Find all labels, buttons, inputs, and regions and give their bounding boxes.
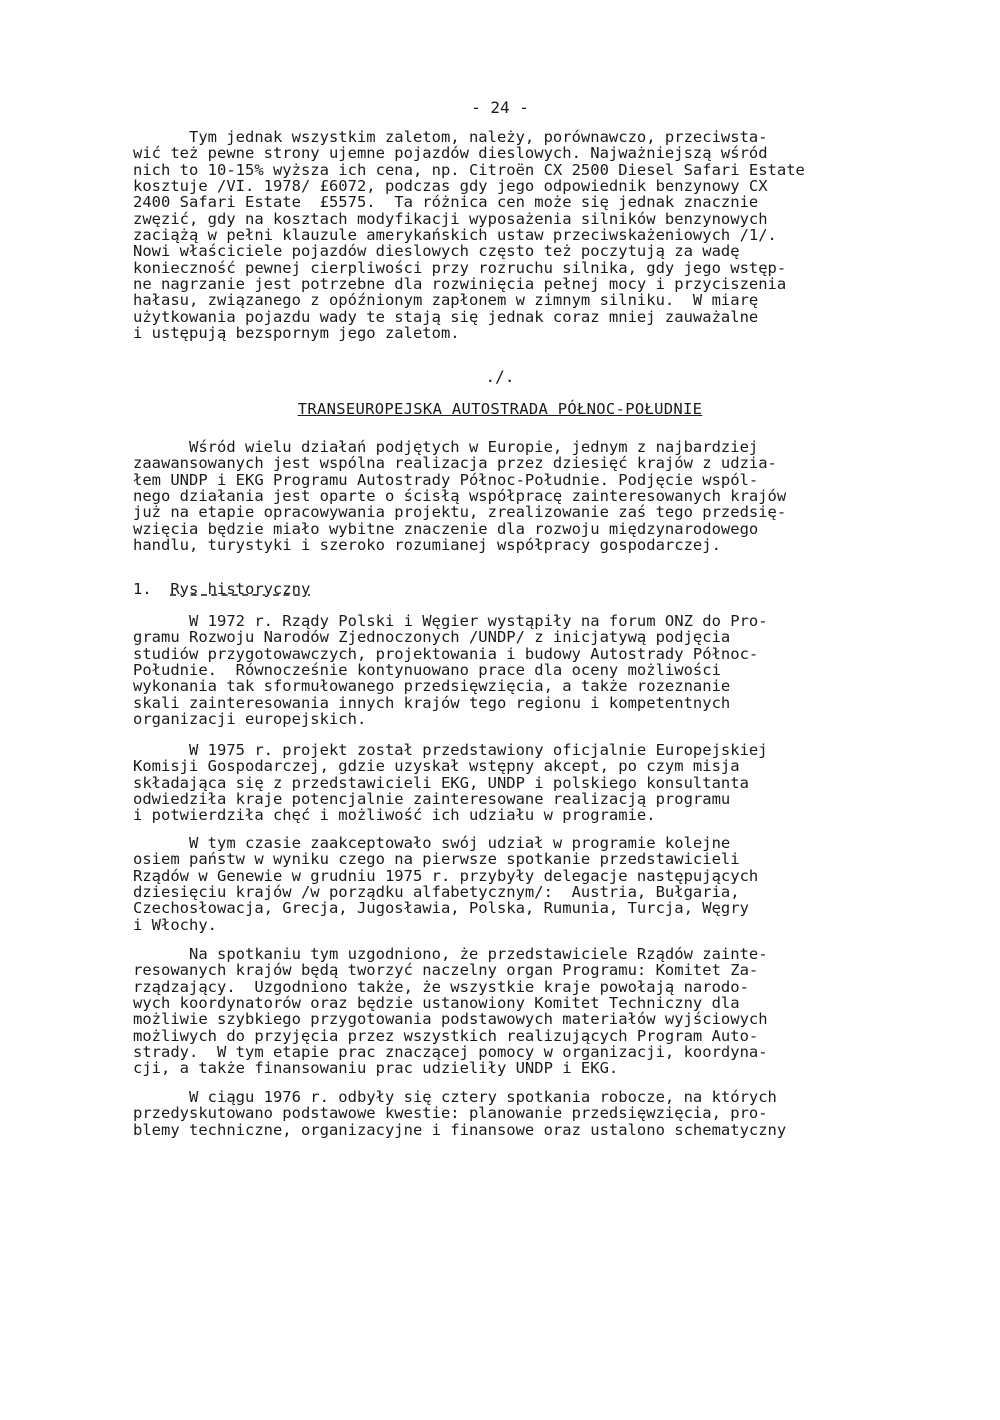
subsection-title: Rys historyczny <box>170 580 311 598</box>
text-line: Nowi właściciele pojazdów dieslowych często też poczytują za wadę <box>133 242 740 261</box>
intro-paragraph <box>133 129 893 341</box>
text-line: organizacji europejskich. <box>133 710 367 729</box>
text-line: resowanych krajów będą tworzyć naczelny organ Programu: Komitet Za- <box>133 961 759 980</box>
subsection-heading <box>133 580 310 598</box>
text-line: i Włochy. <box>133 915 217 934</box>
text-line: strady. W tym etapie prac znaczącej pomocy w organizacji, koordyna- <box>133 1043 768 1062</box>
text-line: konieczność pewnej cierpliwości przy rozruchu silnika, gdy jego wstęp- <box>133 258 787 277</box>
paragraph-1976 <box>133 1089 893 1138</box>
text-line: wić też pewne strony ujemne pojazdów dieslowych. Najważniejszą wśród <box>133 144 768 163</box>
text-line: użytkowania pojazdu wady te stają się jednak coraz mniej zauważalne <box>133 307 759 326</box>
text-line: Tym jednak wszystkim zaletom, należy, porównawczo, przeciwsta- <box>133 128 768 146</box>
text-line: składająca się z przedstawicieli EKG, UNDP i polskiego konsultanta <box>133 773 749 792</box>
text-line: nich to 10-15% wyższa ich cena, np. Citroën CX 2500 Diesel Safari Estate <box>133 160 805 179</box>
text-line: zaawansowanych jest wspólna realizacja przez dziesięć krajów z udzia- <box>133 454 777 473</box>
text-line: W ciągu 1976 r. odbyły się cztery spotkania robocze, na których <box>133 1088 777 1106</box>
text-line: skali zainteresowania innych krajów tego regionu i kompetentnych <box>133 693 731 712</box>
text-line: cji, a także finansowaniu prac udzieliły UNDP i EKG. <box>133 1059 619 1078</box>
text-line: Południe. Równocześnie kontynuowano prace dla oceny możliwości <box>133 661 721 680</box>
text-line: odwiedziła kraje potencjalnie zainteresowane realizacją programu <box>133 790 731 809</box>
section-intro-paragraph <box>133 439 893 553</box>
text-line: dziesięciu krajów /w porządku alfabetycznym/: Austria, Bułgaria, <box>133 883 740 902</box>
text-line: i potwierdziła chęć i możliwość ich udziału w programie. <box>133 806 656 825</box>
paragraph-1975 <box>133 742 893 824</box>
text-line: osiem państw w wyniku czego na pierwsze spotkanie przedstawicieli <box>133 850 740 869</box>
text-line: już na etapie opracowywania projektu, zrealizowanie zaś tego przedsię- <box>133 503 787 522</box>
text-line: 2400 Safari Estate £5575. Ta różnica cen może się jednak znacznie <box>133 193 759 212</box>
text-line: W 1972 r. Rządy Polski i Węgier wystąpiły na forum ONZ do Pro- <box>133 612 768 630</box>
text-line: i ustępują bezspornym jego zaletom. <box>133 324 460 343</box>
text-line: Wśród wielu działań podjętych w Europie, jednym z najbardziej <box>133 438 759 456</box>
text-line: studiów przygotowawczych, projektowania i budowy Autostrady Północ- <box>133 644 759 663</box>
page-number: - 24 - <box>471 98 529 117</box>
subsection-number: 1. <box>133 580 152 598</box>
text-line: Rządów w Genewie w grudniu 1975 r. przybyły delegacje następujących <box>133 866 759 885</box>
text-line: wzięcia będzie miało wybitne znaczenie dla rozwoju międzynarodowego <box>133 519 759 538</box>
text-line: kosztuje /VI. 1978/ £6072, podczas gdy jego odpowiednik benzynowy CX <box>133 177 768 196</box>
text-line: blemy techniczne, organizacyjne i finansowe oraz ustalono schematyczny <box>133 1120 787 1139</box>
text-line: zaciążą w pełni klauzule amerykańskich ustaw przeciwskażeniowych /1/. <box>133 226 777 245</box>
text-line: nego działania jest oparte o ścisłą współpracę zainteresowanych krajów <box>133 487 787 506</box>
text-line: Czechosłowacja, Grecja, Jugosławia, Polska, Rumunia, Turcja, Węgry <box>133 899 749 918</box>
text-line: W 1975 r. projekt został przedstawiony oficjalnie Europejskiej <box>133 741 768 759</box>
paragraph-countries <box>133 835 893 933</box>
text-line: możliwych do przyjęcia przez wszystkich realizujących Program Auto- <box>133 1026 759 1045</box>
text-line: gramu Rozwoju Narodów Zjednoczonych /UNDP/ z inicjatywą podjęcia <box>133 628 731 647</box>
text-line: handlu, turystyki i szeroko rozumianej współpracy gospodarczej. <box>133 536 721 555</box>
text-line: możliwie szybkiego przygotowania podstawowych materiałów wyjściowych <box>133 1010 768 1029</box>
text-line: Na spotkaniu tym uzgodniono, że przedstawiciele Rządów zainte- <box>133 945 768 963</box>
text-line: Komisji Gospodarczej, gdzie uzyskał wstępny akcept, po czym misja <box>133 757 740 776</box>
text-line: rządzający. Uzgodniono także, że wszystkie kraje powołają narodo- <box>133 977 749 996</box>
text-line: zwęzić, gdy na kosztach modyfikacji wyposażenia silników benzynowych <box>133 209 768 228</box>
text-line: wykonania tak sformułowanego przedsięwzięcia, a także rozeznanie <box>133 677 731 696</box>
text-line: przedyskutowano podstawowe kwestie: planowanie przedsięwzięcia, pro- <box>133 1104 768 1123</box>
paragraph-meeting <box>133 946 893 1077</box>
text-line: W tym czasie zaakceptowało swój udział w programie kolejne <box>133 834 731 852</box>
paragraph-1972 <box>133 613 893 727</box>
section-title: TRANSEUROPEJSKA AUTOSTRADA PÓŁNOC-POŁUDNIE <box>297 400 703 418</box>
text-line: wych koordynatorów oraz będzie ustanowiony Komitet Techniczny dla <box>133 994 740 1013</box>
text-line: ne nagrzanie jest potrzebne dla rozwinięcia pełnej mocy i przyciszenia <box>133 275 787 294</box>
text-line: łem UNDP i EKG Programu Autostrady Północ-Południe. Podjęcie wspól- <box>133 470 759 489</box>
text-line: hałasu, związanego z opóźnionym zapłonem w zimnym silniku. W miarę <box>133 291 759 310</box>
section-separator: ./. <box>485 367 515 386</box>
